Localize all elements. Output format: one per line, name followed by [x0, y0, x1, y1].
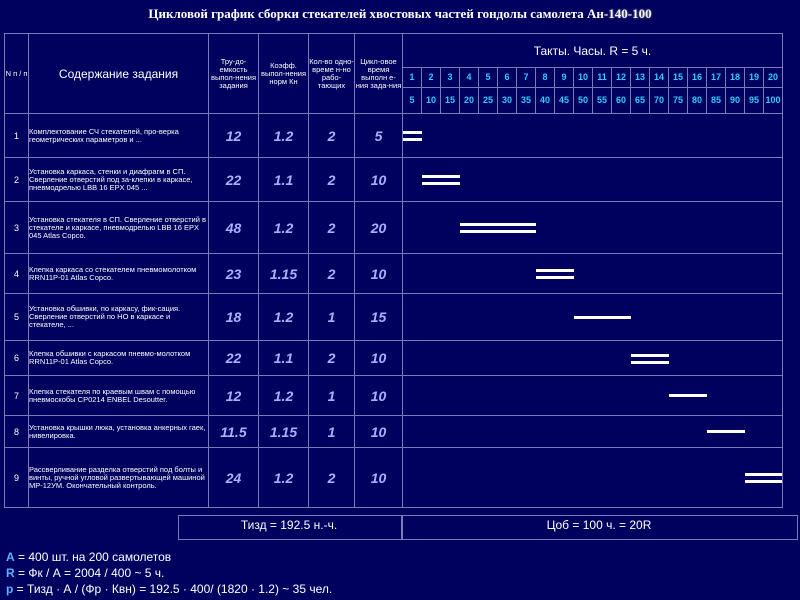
task-labor: 12 — [209, 114, 259, 158]
gantt-cell — [403, 202, 783, 254]
tick-takt: 16 — [688, 68, 707, 88]
task-text: Установка каркаса, стенки и диафрагм в СП. Сверление отверстий под за-клепки в каркасе, пневмодрелью LBB 16 EPX 045 ... — [29, 158, 209, 202]
task-row — [5, 416, 783, 448]
task-labor: 22 — [209, 341, 259, 376]
task-num: 2 — [5, 158, 29, 202]
tick-takt: 18 — [726, 68, 745, 88]
note-p: p = Тизд · А / (Фр · Квн) = 192.5 · 400/ (1820 · 1.2) ~ 35 чел. — [6, 582, 333, 596]
tick-takt: 7 — [517, 68, 536, 88]
header-num: N п / п — [5, 34, 29, 114]
note-r: R = Фк / А = 2004 / 400 ~ 5 ч. — [6, 566, 165, 580]
tick-hour: 70 — [650, 88, 669, 114]
tick-takt: 11 — [593, 68, 612, 88]
gantt-cell — [403, 294, 783, 341]
tick-takt: 5 — [479, 68, 498, 88]
tick-hour: 80 — [688, 88, 707, 114]
task-text: Клепка обшивки с каркасом пневмо-молотком RRN11P-01 Atlas Copco. — [29, 341, 209, 376]
task-coef: 1.2 — [259, 376, 309, 416]
task-workers: 2 — [309, 158, 355, 202]
tick-takt: 13 — [631, 68, 650, 88]
tick-takt: 14 — [650, 68, 669, 88]
tick-hour: 10 — [422, 88, 441, 114]
tick-takt: 12 — [612, 68, 631, 88]
task-coef: 1.2 — [259, 202, 309, 254]
task-text: Комплектование СЧ стекателей, про-верка геометрических параметров и ... — [29, 114, 209, 158]
tick-hour: 40 — [536, 88, 555, 114]
formula-notes — [6, 549, 332, 597]
tick-hour: 45 — [555, 88, 574, 114]
task-workers: 2 — [309, 341, 355, 376]
tick-takt: 20 — [764, 68, 783, 88]
gantt-bar — [745, 473, 783, 476]
tick-takt: 9 — [555, 68, 574, 88]
gantt-cell — [403, 341, 783, 376]
tick-takt: 15 — [669, 68, 688, 88]
gantt-cell — [403, 376, 783, 416]
task-workers: 2 — [309, 448, 355, 508]
task-workers: 1 — [309, 416, 355, 448]
gantt-cell — [403, 114, 783, 158]
tick-hour: 90 — [726, 88, 745, 114]
task-text: Установка обшивки, по каркасу, фик-сация. Сверление отверстий по НО в каркасе и стекателе, ... — [29, 294, 209, 341]
header-coef: Коэфф. выпол-нения норм Кн — [259, 34, 309, 114]
task-time: 10 — [355, 158, 403, 202]
task-num: 8 — [5, 416, 29, 448]
gantt-bar — [536, 276, 574, 279]
task-num: 4 — [5, 254, 29, 294]
tick-takt: 1 — [403, 68, 422, 88]
task-row — [5, 254, 783, 294]
task-workers: 2 — [309, 254, 355, 294]
task-time: 10 — [355, 448, 403, 508]
task-workers: 1 — [309, 294, 355, 341]
gantt-bar — [574, 316, 631, 319]
task-row — [5, 448, 783, 508]
tick-hour: 95 — [745, 88, 764, 114]
task-text: Клепка каркаса со стекателем пневмомолотком RRN11P-01 Atlas Copco. — [29, 254, 209, 294]
gantt-bar — [422, 182, 460, 185]
gantt-bar — [536, 269, 574, 272]
task-coef: 1.2 — [259, 448, 309, 508]
task-labor: 24 — [209, 448, 259, 508]
gantt-bar — [422, 175, 460, 178]
gantt-bar — [403, 138, 422, 141]
task-coef: 1.15 — [259, 416, 309, 448]
task-time: 20 — [355, 202, 403, 254]
note-a: А = 400 шт. на 200 самолетов — [6, 550, 172, 564]
task-num: 9 — [5, 448, 29, 508]
task-workers: 2 — [309, 114, 355, 158]
gantt-bar — [669, 394, 707, 397]
gantt-bar — [403, 131, 422, 134]
task-labor: 11.5 — [209, 416, 259, 448]
task-row — [5, 202, 783, 254]
task-num: 6 — [5, 341, 29, 376]
task-row — [5, 158, 783, 202]
task-num: 1 — [5, 114, 29, 158]
gantt-bar — [707, 430, 745, 433]
task-num: 7 — [5, 376, 29, 416]
task-num: 3 — [5, 202, 29, 254]
tick-hour: 15 — [441, 88, 460, 114]
task-labor: 22 — [209, 158, 259, 202]
gantt-cell — [403, 448, 783, 508]
page-title: Цикловой график сборки стекателей хвостовых частей гондолы самолета Ан-140-100 — [148, 6, 652, 21]
tick-hour: 65 — [631, 88, 650, 114]
header-content: Содержание задания — [29, 34, 209, 114]
gantt-bar — [631, 361, 669, 364]
gantt-bar — [460, 223, 536, 226]
task-labor: 12 — [209, 376, 259, 416]
task-text: Клепка стекателя по краевым швам с помощью пневмоскобы CP0214 ENBEL Desoutter. — [29, 376, 209, 416]
task-row — [5, 341, 783, 376]
gantt-cell — [403, 158, 783, 202]
tick-takt: 8 — [536, 68, 555, 88]
tick-hour: 60 — [612, 88, 631, 114]
gantt-bar — [631, 354, 669, 357]
task-time: 10 — [355, 341, 403, 376]
task-labor: 48 — [209, 202, 259, 254]
cycle-time: Цоб = 100 ч. = 20R — [546, 518, 652, 532]
tick-hour: 5 — [403, 88, 422, 114]
task-time: 10 — [355, 416, 403, 448]
header-takts: Такты. Часы. R = 5 ч. — [403, 34, 783, 68]
gantt-cell — [403, 254, 783, 294]
tick-hour: 35 — [517, 88, 536, 114]
tick-hour: 30 — [498, 88, 517, 114]
tick-takt: 6 — [498, 68, 517, 88]
task-workers: 2 — [309, 202, 355, 254]
header-labor: Тру-до-емкость выпол-нения задания — [209, 34, 259, 114]
task-coef: 1.2 — [259, 114, 309, 158]
tick-hour: 20 — [460, 88, 479, 114]
task-text: Установка стекателя в СП. Сверление отверстий в стекателе и каркасе, пневмодрелью LBB 16 EPX 045 Atlas Copco. — [29, 202, 209, 254]
task-text: Рассверливание разделка отверстий под болты и винты, ручной угловой развертывающей машиной MP-12УМ. Окончательный контроль. — [29, 448, 209, 508]
task-coef: 1.1 — [259, 158, 309, 202]
tick-hour: 55 — [593, 88, 612, 114]
task-time: 5 — [355, 114, 403, 158]
task-text: Установка крышки люка, установка анкерных гаек, нивелировка. — [29, 416, 209, 448]
gantt-bar — [745, 480, 783, 483]
tick-hour: 25 — [479, 88, 498, 114]
task-time: 15 — [355, 294, 403, 341]
task-row — [5, 376, 783, 416]
tick-takt: 17 — [707, 68, 726, 88]
task-workers: 1 — [309, 376, 355, 416]
tick-takt: 2 — [422, 68, 441, 88]
title-suffix: -140-100 — [603, 6, 652, 21]
tick-takt: 4 — [460, 68, 479, 88]
tick-takt: 10 — [574, 68, 593, 88]
tick-takt: 19 — [745, 68, 764, 88]
gantt-bar — [460, 230, 536, 233]
task-row — [5, 294, 783, 341]
tick-hour: 75 — [669, 88, 688, 114]
tick-hour: 85 — [707, 88, 726, 114]
tick-hour: 100 — [764, 88, 783, 114]
header-time: Цикл-овое время выполн е-ния зада-ния — [355, 34, 403, 114]
total-labor: Тизд = 192.5 н.-ч. — [240, 518, 338, 532]
task-coef: 1.15 — [259, 254, 309, 294]
task-labor: 23 — [209, 254, 259, 294]
task-coef: 1.1 — [259, 341, 309, 376]
header-workers: Кол-во одно-време н-но рабо-тающих — [309, 34, 355, 114]
schedule-table — [4, 33, 783, 508]
task-coef: 1.2 — [259, 294, 309, 341]
task-num: 5 — [5, 294, 29, 341]
task-row — [5, 114, 783, 158]
task-time: 10 — [355, 376, 403, 416]
tick-takt: 3 — [441, 68, 460, 88]
task-time: 10 — [355, 254, 403, 294]
tick-hour: 50 — [574, 88, 593, 114]
gantt-cell — [403, 416, 783, 448]
task-labor: 18 — [209, 294, 259, 341]
